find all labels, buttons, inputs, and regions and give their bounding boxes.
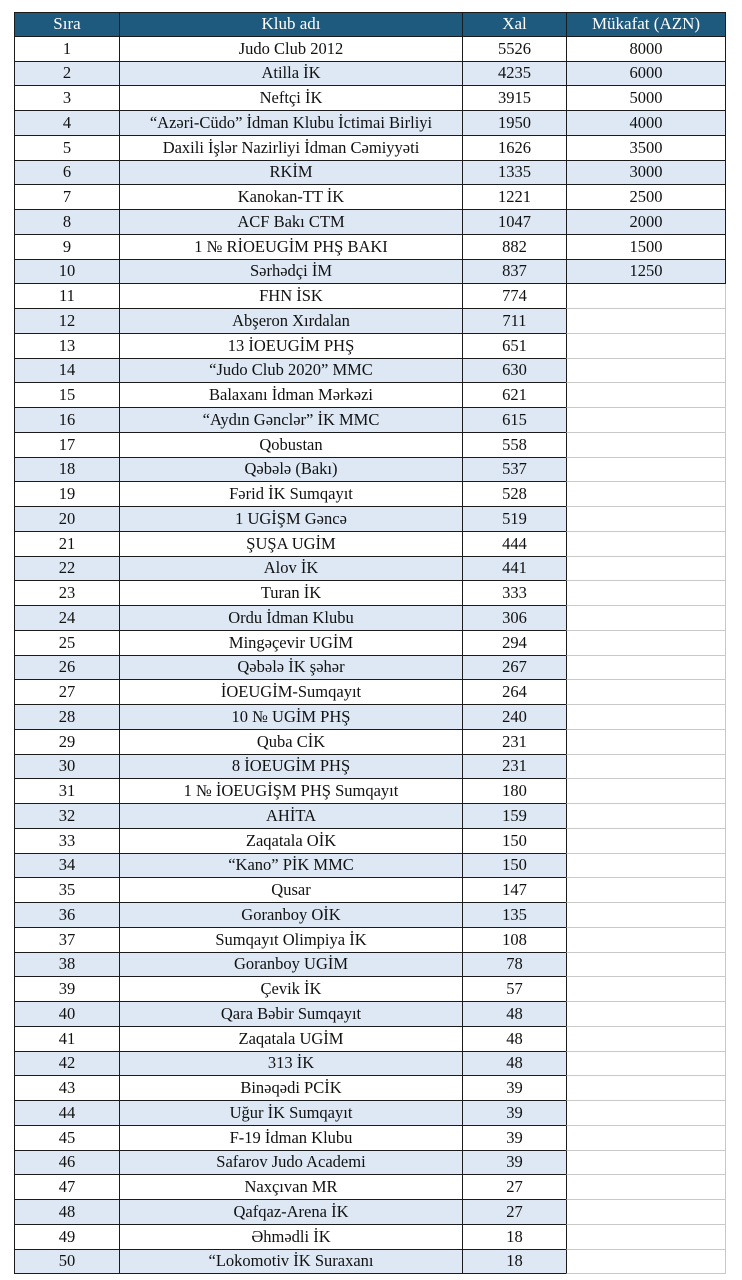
club-cell: Goranboy UGİM xyxy=(119,953,462,978)
points-cell: 1047 xyxy=(462,210,566,235)
club-cell: “Lokomotiv İK Suraxanı xyxy=(119,1250,462,1275)
rank-cell: 34 xyxy=(14,854,119,879)
points-cell: 231 xyxy=(462,755,566,780)
rank-cell: 30 xyxy=(14,755,119,780)
prize-cell xyxy=(566,755,726,780)
rank-cell: 4 xyxy=(14,111,119,136)
standings-table xyxy=(14,12,726,1274)
prize-cell xyxy=(566,977,726,1002)
points-cell: 1626 xyxy=(462,136,566,161)
rank-cell: 18 xyxy=(14,458,119,483)
rank-cell: 40 xyxy=(14,1002,119,1027)
club-cell: 1 № İOEUGİŞM PHŞ Sumqayıt xyxy=(119,779,462,804)
points-cell: 18 xyxy=(462,1225,566,1250)
points-cell: 39 xyxy=(462,1151,566,1176)
rank-cell: 24 xyxy=(14,606,119,631)
points-cell: 537 xyxy=(462,458,566,483)
club-cell: Neftçi İK xyxy=(119,86,462,111)
table-row xyxy=(14,185,726,210)
club-cell: Atilla İK xyxy=(119,62,462,87)
rank-cell: 17 xyxy=(14,433,119,458)
rank-cell: 46 xyxy=(14,1151,119,1176)
rank-cell: 41 xyxy=(14,1027,119,1052)
club-cell: Kanokan-TT İK xyxy=(119,185,462,210)
club-cell: 313 İK xyxy=(119,1052,462,1077)
table-row xyxy=(14,779,726,804)
prize-cell xyxy=(566,309,726,334)
points-cell: 621 xyxy=(462,383,566,408)
club-cell: “Kano” PİK MMC xyxy=(119,854,462,879)
club-cell: F-19 İdman Klubu xyxy=(119,1126,462,1151)
prize-cell xyxy=(566,928,726,953)
rank-cell: 16 xyxy=(14,408,119,433)
table-row xyxy=(14,557,726,582)
rank-cell: 11 xyxy=(14,284,119,309)
club-cell: Qara Bəbir Sumqayıt xyxy=(119,1002,462,1027)
table-row xyxy=(14,210,726,235)
points-cell: 1221 xyxy=(462,185,566,210)
club-cell: RKİM xyxy=(119,161,462,186)
points-cell: 39 xyxy=(462,1126,566,1151)
points-cell: 264 xyxy=(462,680,566,705)
rank-cell: 36 xyxy=(14,903,119,928)
table-row xyxy=(14,903,726,928)
points-cell: 231 xyxy=(462,730,566,755)
club-cell: “Judo Club 2020” MMC xyxy=(119,359,462,384)
club-cell: FHN İSK xyxy=(119,284,462,309)
prize-cell xyxy=(566,705,726,730)
table-row xyxy=(14,507,726,532)
table-row xyxy=(14,383,726,408)
prize-cell xyxy=(566,829,726,854)
club-cell: Qəbələ İK şəhər xyxy=(119,656,462,681)
table-row xyxy=(14,1126,726,1151)
rank-cell: 29 xyxy=(14,730,119,755)
prize-cell: 5000 xyxy=(566,86,726,111)
rank-cell: 21 xyxy=(14,532,119,557)
prize-cell xyxy=(566,1027,726,1052)
prize-cell xyxy=(566,680,726,705)
prize-cell xyxy=(566,606,726,631)
prize-cell xyxy=(566,532,726,557)
rank-cell: 38 xyxy=(14,953,119,978)
table-row xyxy=(14,235,726,260)
points-cell: 5526 xyxy=(462,37,566,62)
club-cell: Daxili İşlər Nazirliyi İdman Cəmiyyəti xyxy=(119,136,462,161)
club-cell: Çevik İK xyxy=(119,977,462,1002)
table-row xyxy=(14,680,726,705)
points-cell: 147 xyxy=(462,878,566,903)
points-cell: 615 xyxy=(462,408,566,433)
table-row xyxy=(14,1175,726,1200)
table-row xyxy=(14,631,726,656)
club-cell: Əhmədli İK xyxy=(119,1225,462,1250)
club-cell: ŞUŞA UGİM xyxy=(119,532,462,557)
points-cell: 774 xyxy=(462,284,566,309)
club-cell: AHİTA xyxy=(119,804,462,829)
points-cell: 1950 xyxy=(462,111,566,136)
prize-cell xyxy=(566,557,726,582)
table-row xyxy=(14,136,726,161)
rank-cell: 7 xyxy=(14,185,119,210)
rank-cell: 19 xyxy=(14,482,119,507)
club-cell: Zaqatala UGİM xyxy=(119,1027,462,1052)
table-row xyxy=(14,86,726,111)
club-cell: “Azəri-Cüdo” İdman Klubu İctimai Birliyi xyxy=(119,111,462,136)
prize-cell xyxy=(566,730,726,755)
points-cell: 39 xyxy=(462,1101,566,1126)
points-cell: 180 xyxy=(462,779,566,804)
table-row xyxy=(14,309,726,334)
rank-cell: 37 xyxy=(14,928,119,953)
prize-cell xyxy=(566,1200,726,1225)
prize-cell xyxy=(566,1175,726,1200)
table-row xyxy=(14,1076,726,1101)
table-row xyxy=(14,482,726,507)
prize-cell xyxy=(566,854,726,879)
points-cell: 441 xyxy=(462,557,566,582)
rank-cell: 45 xyxy=(14,1126,119,1151)
prize-cell: 6000 xyxy=(566,62,726,87)
prize-cell xyxy=(566,334,726,359)
points-cell: 150 xyxy=(462,829,566,854)
points-cell: 630 xyxy=(462,359,566,384)
club-cell: Qəbələ (Bakı) xyxy=(119,458,462,483)
rank-cell: 43 xyxy=(14,1076,119,1101)
rank-cell: 13 xyxy=(14,334,119,359)
club-cell: Balaxanı İdman Mərkəzi xyxy=(119,383,462,408)
prize-cell xyxy=(566,953,726,978)
rank-cell: 23 xyxy=(14,581,119,606)
prize-cell xyxy=(566,1225,726,1250)
table-row xyxy=(14,334,726,359)
club-cell: 13 İOEUGİM PHŞ xyxy=(119,334,462,359)
prize-cell xyxy=(566,433,726,458)
points-cell: 837 xyxy=(462,260,566,285)
points-cell: 651 xyxy=(462,334,566,359)
rank-cell: 26 xyxy=(14,656,119,681)
points-cell: 1335 xyxy=(462,161,566,186)
table-row xyxy=(14,37,726,62)
club-cell: Ordu İdman Klubu xyxy=(119,606,462,631)
prize-cell xyxy=(566,507,726,532)
rank-cell: 5 xyxy=(14,136,119,161)
prize-cell xyxy=(566,581,726,606)
table-row xyxy=(14,1027,726,1052)
table-row xyxy=(14,161,726,186)
table-row xyxy=(14,111,726,136)
table-row xyxy=(14,1200,726,1225)
points-cell: 39 xyxy=(462,1076,566,1101)
rank-cell: 25 xyxy=(14,631,119,656)
prize-cell xyxy=(566,878,726,903)
points-cell: 306 xyxy=(462,606,566,631)
club-cell: Zaqatala OİK xyxy=(119,829,462,854)
club-cell: Naxçıvan MR xyxy=(119,1175,462,1200)
club-cell: “Aydın Gənclər” İK MMC xyxy=(119,408,462,433)
header-rank: Sıra xyxy=(14,12,119,37)
header-points: Xal xyxy=(462,12,566,37)
points-cell: 294 xyxy=(462,631,566,656)
prize-cell xyxy=(566,1101,726,1126)
rank-cell: 31 xyxy=(14,779,119,804)
rank-cell: 6 xyxy=(14,161,119,186)
rank-cell: 32 xyxy=(14,804,119,829)
points-cell: 48 xyxy=(462,1052,566,1077)
prize-cell: 3000 xyxy=(566,161,726,186)
prize-cell: 1250 xyxy=(566,260,726,285)
table-row xyxy=(14,854,726,879)
rank-cell: 10 xyxy=(14,260,119,285)
table-row xyxy=(14,1002,726,1027)
table-row xyxy=(14,606,726,631)
club-cell: Qafqaz-Arena İK xyxy=(119,1200,462,1225)
points-cell: 48 xyxy=(462,1002,566,1027)
points-cell: 150 xyxy=(462,854,566,879)
table-row xyxy=(14,977,726,1002)
points-cell: 444 xyxy=(462,532,566,557)
rank-cell: 33 xyxy=(14,829,119,854)
rank-cell: 14 xyxy=(14,359,119,384)
prize-cell: 2500 xyxy=(566,185,726,210)
rank-cell: 9 xyxy=(14,235,119,260)
table-row xyxy=(14,260,726,285)
table-row xyxy=(14,1250,726,1275)
rank-cell: 50 xyxy=(14,1250,119,1275)
club-cell: 8 İOEUGİM PHŞ xyxy=(119,755,462,780)
prize-cell xyxy=(566,1002,726,1027)
rank-cell: 28 xyxy=(14,705,119,730)
table-row xyxy=(14,458,726,483)
prize-cell xyxy=(566,804,726,829)
points-cell: 558 xyxy=(462,433,566,458)
prize-cell xyxy=(566,482,726,507)
club-cell: Mingəçevir UGİM xyxy=(119,631,462,656)
club-cell: Abşeron Xırdalan xyxy=(119,309,462,334)
table-row xyxy=(14,804,726,829)
rank-cell: 48 xyxy=(14,1200,119,1225)
rank-cell: 12 xyxy=(14,309,119,334)
points-cell: 711 xyxy=(462,309,566,334)
club-cell: İOEUGİM-Sumqayıt xyxy=(119,680,462,705)
table-header xyxy=(14,12,726,37)
table-row xyxy=(14,928,726,953)
table-row xyxy=(14,755,726,780)
table-row xyxy=(14,532,726,557)
table-row xyxy=(14,730,726,755)
prize-cell xyxy=(566,284,726,309)
rank-cell: 22 xyxy=(14,557,119,582)
points-cell: 528 xyxy=(462,482,566,507)
prize-cell xyxy=(566,1151,726,1176)
points-cell: 333 xyxy=(462,581,566,606)
points-cell: 4235 xyxy=(462,62,566,87)
club-cell: Alov İK xyxy=(119,557,462,582)
points-cell: 882 xyxy=(462,235,566,260)
prize-cell xyxy=(566,631,726,656)
club-cell: Qobustan xyxy=(119,433,462,458)
points-cell: 57 xyxy=(462,977,566,1002)
table-row xyxy=(14,1151,726,1176)
table-row xyxy=(14,581,726,606)
prize-cell xyxy=(566,1076,726,1101)
points-cell: 3915 xyxy=(462,86,566,111)
rank-cell: 2 xyxy=(14,62,119,87)
prize-cell xyxy=(566,408,726,433)
prize-cell: 8000 xyxy=(566,37,726,62)
rank-cell: 39 xyxy=(14,977,119,1002)
club-cell: Safarov Judo Academi xyxy=(119,1151,462,1176)
prize-cell xyxy=(566,359,726,384)
points-cell: 78 xyxy=(462,953,566,978)
club-cell: Goranboy OİK xyxy=(119,903,462,928)
table-row xyxy=(14,878,726,903)
prize-cell xyxy=(566,903,726,928)
prize-cell xyxy=(566,458,726,483)
table-row xyxy=(14,705,726,730)
points-cell: 108 xyxy=(462,928,566,953)
prize-cell xyxy=(566,1250,726,1275)
prize-cell: 3500 xyxy=(566,136,726,161)
table-row xyxy=(14,408,726,433)
club-cell: 10 № UGİM PHŞ xyxy=(119,705,462,730)
table-row xyxy=(14,829,726,854)
club-cell: Fərid İK Sumqayıt xyxy=(119,482,462,507)
prize-cell xyxy=(566,779,726,804)
prize-cell: 1500 xyxy=(566,235,726,260)
rank-cell: 49 xyxy=(14,1225,119,1250)
points-cell: 18 xyxy=(462,1250,566,1275)
rank-cell: 1 xyxy=(14,37,119,62)
table-row xyxy=(14,1101,726,1126)
club-cell: Binəqədi PCİK xyxy=(119,1076,462,1101)
points-cell: 519 xyxy=(462,507,566,532)
club-cell: ACF Bakı CTM xyxy=(119,210,462,235)
rank-cell: 20 xyxy=(14,507,119,532)
table-row xyxy=(14,62,726,87)
rank-cell: 8 xyxy=(14,210,119,235)
club-cell: Uğur İK Sumqayıt xyxy=(119,1101,462,1126)
rank-cell: 47 xyxy=(14,1175,119,1200)
points-cell: 27 xyxy=(462,1200,566,1225)
table-row xyxy=(14,359,726,384)
table-row xyxy=(14,1052,726,1077)
header-club: Klub adı xyxy=(119,12,462,37)
points-cell: 240 xyxy=(462,705,566,730)
prize-cell xyxy=(566,656,726,681)
points-cell: 48 xyxy=(462,1027,566,1052)
rank-cell: 15 xyxy=(14,383,119,408)
points-cell: 135 xyxy=(462,903,566,928)
points-cell: 267 xyxy=(462,656,566,681)
club-cell: Sumqayıt Olimpiya İK xyxy=(119,928,462,953)
points-cell: 159 xyxy=(462,804,566,829)
table-body xyxy=(14,37,726,1275)
club-cell: Turan İK xyxy=(119,581,462,606)
club-cell: 1 UGİŞM Gəncə xyxy=(119,507,462,532)
rank-cell: 42 xyxy=(14,1052,119,1077)
table-row xyxy=(14,1225,726,1250)
prize-cell xyxy=(566,1126,726,1151)
table-row xyxy=(14,656,726,681)
rank-cell: 27 xyxy=(14,680,119,705)
prize-cell xyxy=(566,1052,726,1077)
points-cell: 27 xyxy=(462,1175,566,1200)
prize-cell: 2000 xyxy=(566,210,726,235)
table-row xyxy=(14,953,726,978)
prize-cell: 4000 xyxy=(566,111,726,136)
table-row xyxy=(14,433,726,458)
header-prize: Mükafat (AZN) xyxy=(566,12,726,37)
rank-cell: 44 xyxy=(14,1101,119,1126)
rank-cell: 35 xyxy=(14,878,119,903)
rank-cell: 3 xyxy=(14,86,119,111)
club-cell: Quba CİK xyxy=(119,730,462,755)
club-cell: Sərhədçi İM xyxy=(119,260,462,285)
club-cell: Judo Club 2012 xyxy=(119,37,462,62)
club-cell: Qusar xyxy=(119,878,462,903)
table-row xyxy=(14,284,726,309)
prize-cell xyxy=(566,383,726,408)
club-cell: 1 № RİOEUGİM PHŞ BAKI xyxy=(119,235,462,260)
